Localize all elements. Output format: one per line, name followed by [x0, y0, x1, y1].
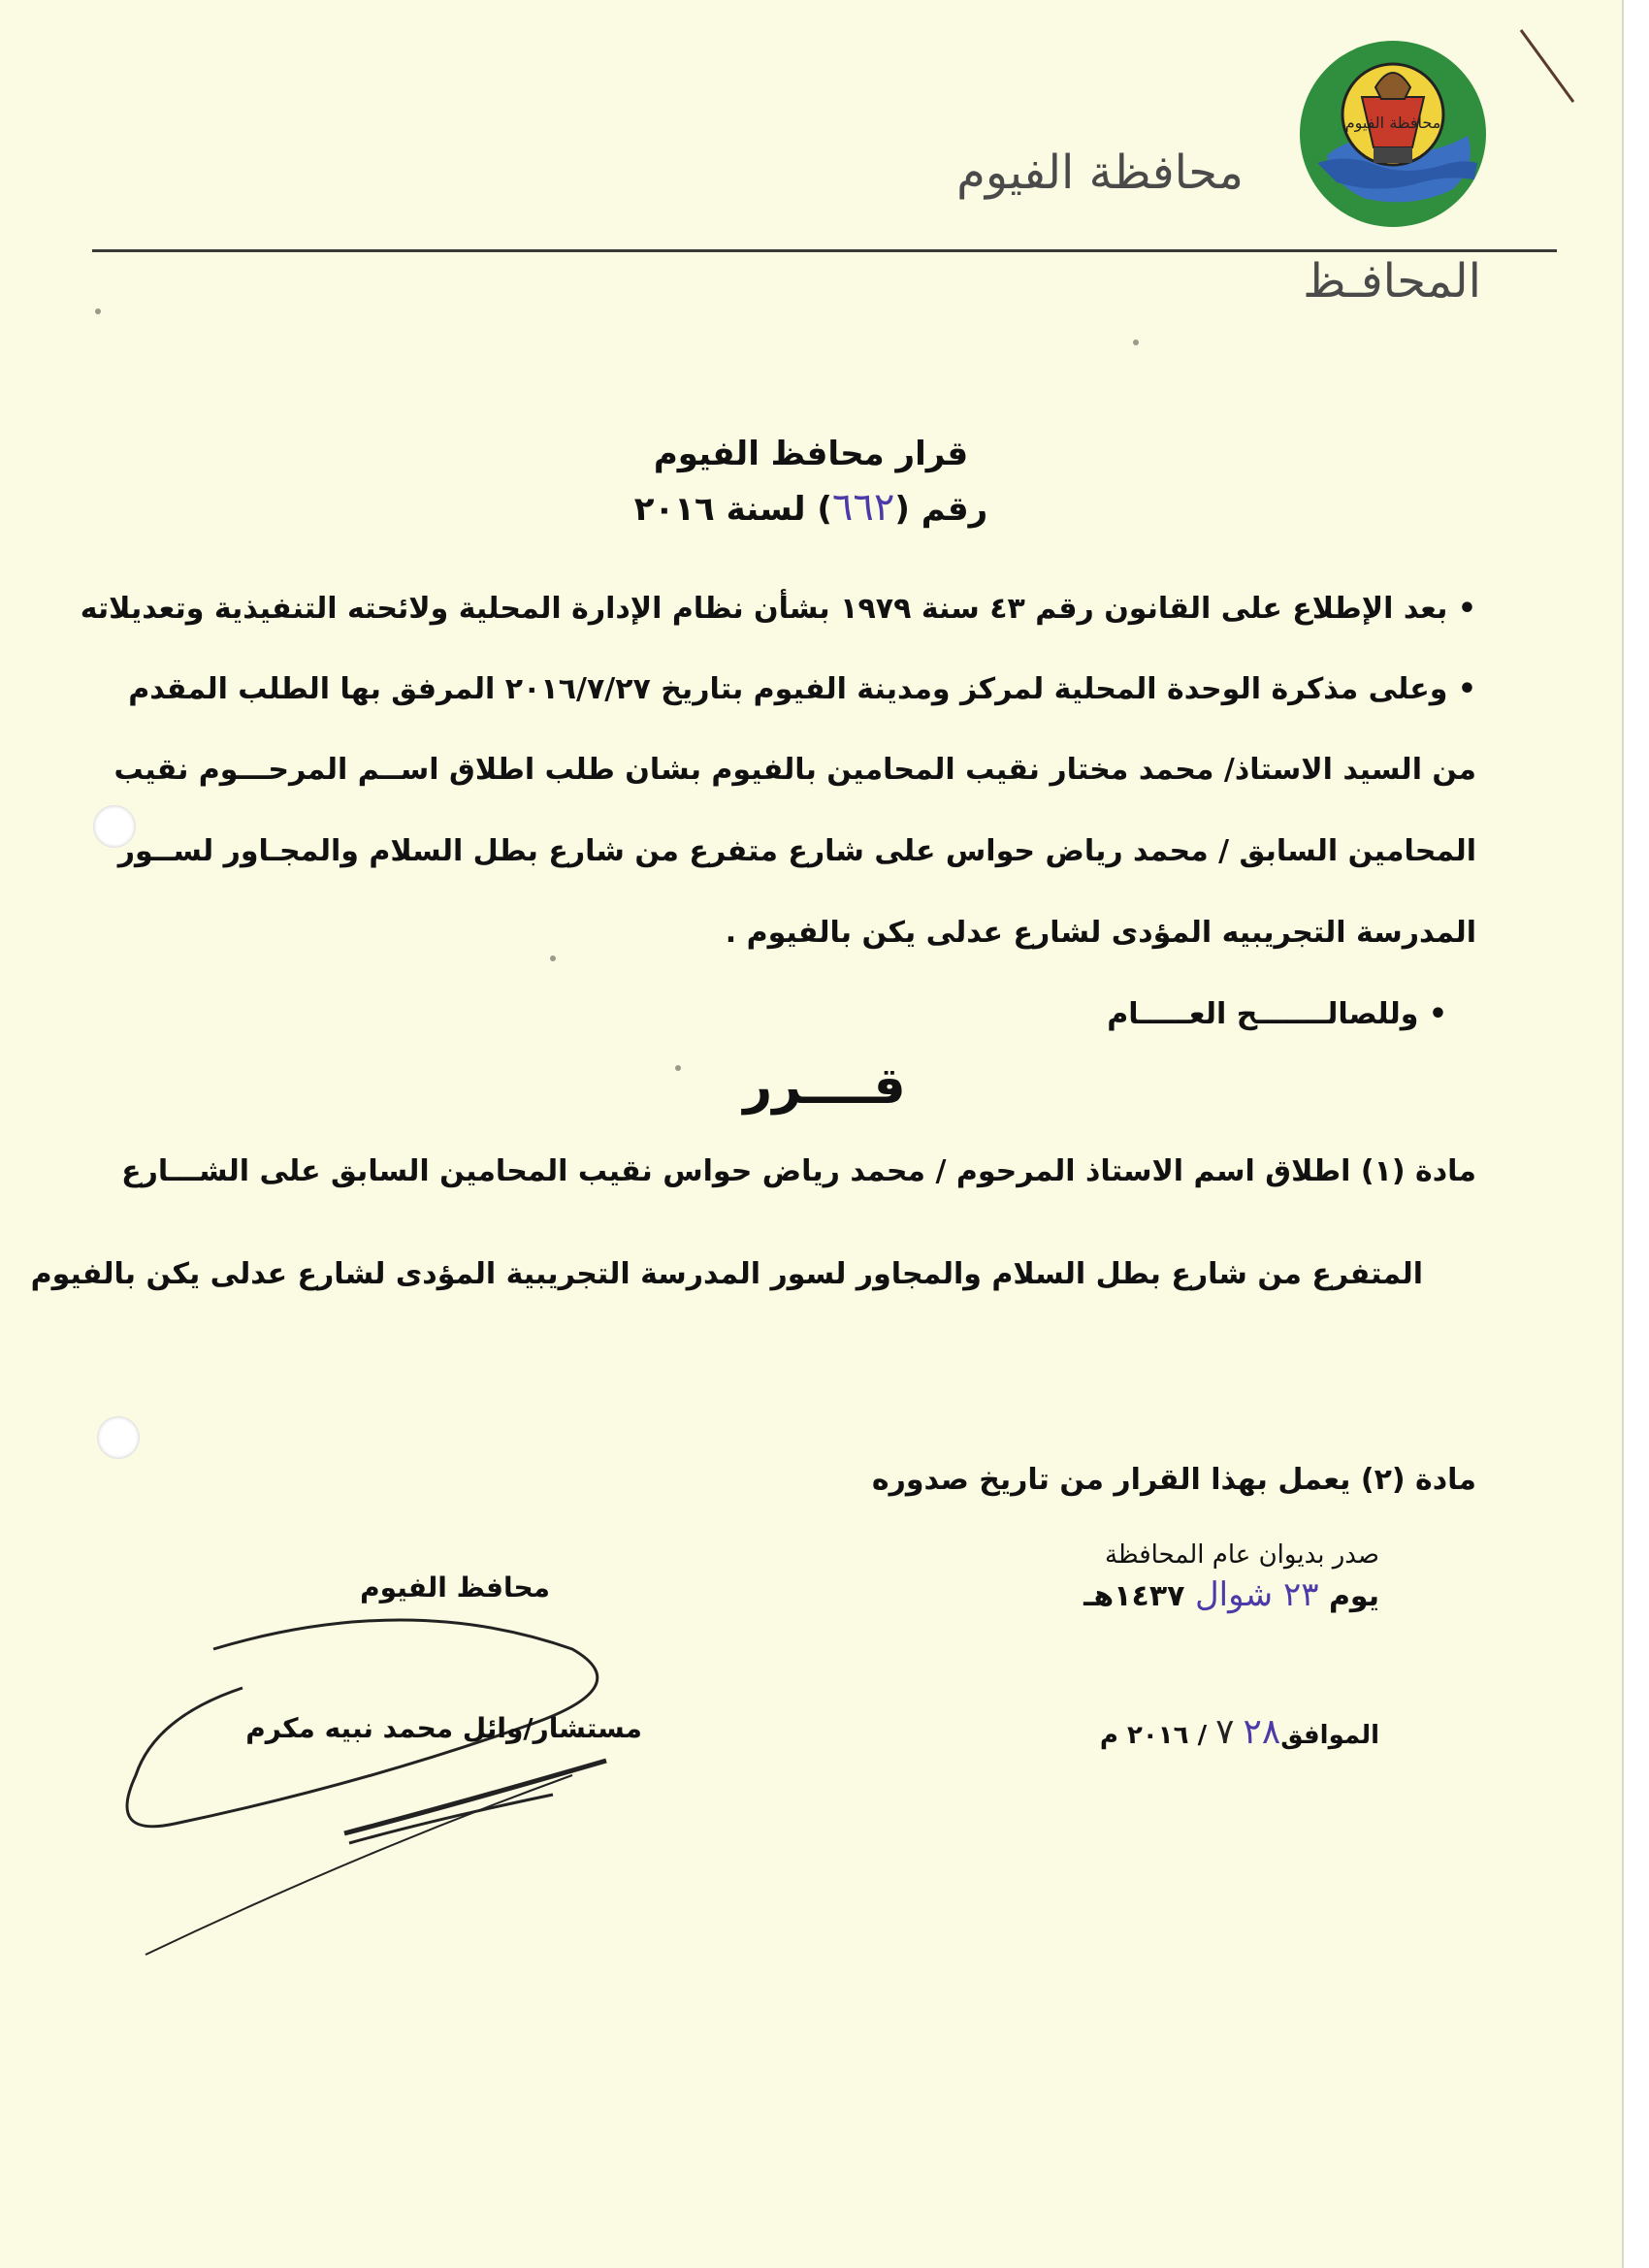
issued-at: صدر بديوان عام المحافظة	[1104, 1540, 1379, 1570]
gregorian-date	[1100, 1712, 1379, 1752]
paper-speck	[95, 308, 101, 314]
greg-year: / ٢٠١٦ م	[1099, 1721, 1208, 1750]
decree-title: قرار محافظ الفيوم	[653, 435, 969, 473]
punch-hole	[97, 1416, 140, 1459]
hijri-date	[1083, 1575, 1379, 1614]
emblem-text: محافظة الفيوم	[1344, 113, 1441, 132]
preamble-line: • وعلى مذكرة الوحدة المحلية لمركز ومدينة الفيوم بتاريخ ٢٠١٦/٧/٢٧ المرفق بها الطلب المقدم	[128, 672, 1476, 706]
decision-heading: قــــرر	[743, 1057, 906, 1116]
signatory-role: محافظ الفيوم	[360, 1571, 550, 1604]
preamble-line: المحامين السابق / محمد رياض حواس على شارع متفرع من شارع بطل السلام والمجـاور لســور	[117, 834, 1476, 868]
article-2: مادة (٢) يعمل بهذا القرار من تاريخ صدوره	[871, 1463, 1476, 1497]
preamble-line: • وللصالـــــــح العـــــام	[1107, 997, 1447, 1031]
paper-speck	[550, 956, 556, 961]
hijri-day-handwritten: ٢٣ شوال	[1194, 1575, 1319, 1614]
decree-number-suffix: ) لسنة ٢٠١٦	[633, 490, 832, 529]
pen-mark	[1513, 24, 1581, 112]
paper-speck	[1133, 340, 1139, 345]
decree-number-prefix: رقم (	[894, 490, 988, 529]
decree-number	[0, 485, 1622, 530]
hijri-day-prefix: يوم	[1328, 1579, 1379, 1613]
greg-day-handwritten: ٢٨	[1243, 1712, 1281, 1752]
hijri-year: ١٤٣٧هـ	[1083, 1579, 1185, 1613]
governorate-emblem-icon	[1298, 39, 1488, 229]
preamble-line: المدرسة التجريبيه المؤدى لشارع عدلى يكن بالفيوم .	[725, 916, 1476, 950]
preamble-line: من السيد الاستاذ/ محمد مختار نقيب المحامين بالفيوم بشان طلب اطلاق اســم المرحـــوم نقيب	[113, 753, 1476, 787]
corresponding-label: الموافق	[1280, 1721, 1379, 1750]
greg-month-handwritten: ٧	[1215, 1712, 1235, 1752]
header-divider	[92, 249, 1557, 252]
governorate-name: محافظة الفيوم	[956, 146, 1244, 200]
article-1-line: مادة (١) اطلاق اسم الاستاذ المرحوم / محمد رياض حواس نقيب المحامين السابق على الشـــارع	[121, 1154, 1476, 1188]
governor-title: المحافـظ	[1303, 254, 1481, 308]
decree-number-handwritten: ٦٦٢	[831, 485, 895, 530]
preamble-line: • بعد الإطلاع على القانون رقم ٤٣ سنة ١٩٧٩ بشأن نظام الإدارة المحلية ولائحته التنفيذية وتعديلاته	[80, 592, 1476, 626]
article-1-line: المتفرع من شارع بطل السلام والمجاور لسور المدرسة التجريبية المؤدى لشارع عدلى يكن بالفيوم	[30, 1257, 1423, 1291]
handwritten-signature	[116, 1610, 834, 1979]
signatory-name: مستشار/وائل محمد نبيه مكرم	[245, 1712, 642, 1744]
